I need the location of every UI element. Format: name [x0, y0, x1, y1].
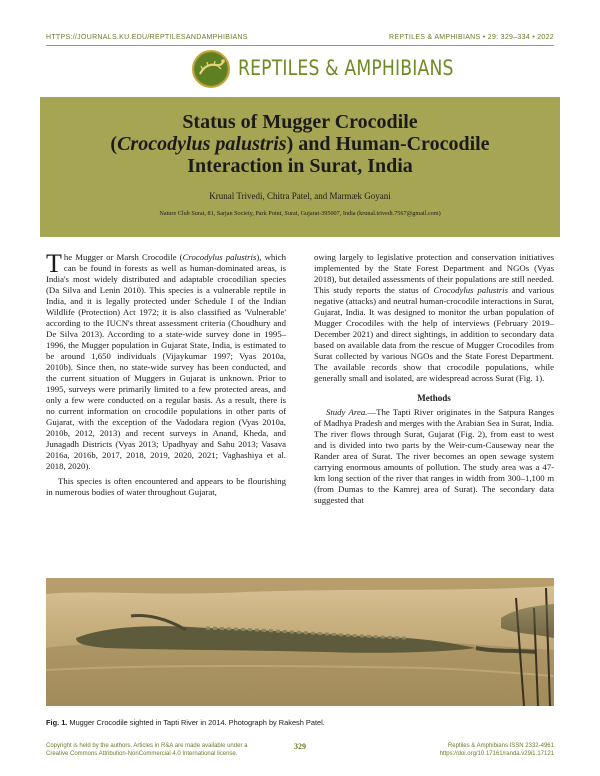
- footer-copyright: Copyright is held by the authors. Articles in R&A are made available under a Creative Commons Attribution-NonCommercial 4.0 International license.: [46, 743, 248, 757]
- paragraph: Study Area.—The Tapti River originates in the Satpura Ranges of Madhya Pradesh and merges with the Arabian Sea in Surat, India. The river flows through Surat, Gujarat (Fig. 2), from east to west and is divided into two parts by the Weir-cum-Causeway near the Rander area of Surat. The river becomes an open sewage system carrying enormous amounts of pollution. The study area was a 47-km long section of the river that ranges in width from 300–1,100 m (from Dumas to the Kamrej area of Surat). The secondary data suggested that: [314, 407, 554, 505]
- figure-caption: Fig. 1. Mugger Crocodile sighted in Tapti River in 2014. Photograph by Rakesh Patel.: [46, 718, 325, 727]
- lizard-emblem-icon: [192, 50, 230, 88]
- article-authors: Krunal Trivedi, Chitra Patel, and Marmæk Goyani: [209, 191, 391, 201]
- header-citation: REPTILES & AMPHIBIANS • 29: 329–334 • 2022: [389, 34, 554, 41]
- article-affiliation: Nature Club Surat, 81, Sarjan Society, Park Point, Surat, Gujarat-395007, India (krunal.trivedi.7567@gmail.com): [159, 210, 441, 217]
- paragraph: This species is often encountered and appears to be flourishing in numerous bodies of water throughout Gujarat,: [46, 476, 286, 497]
- section-heading-methods: Methods: [417, 393, 451, 403]
- journal-logo: [192, 50, 454, 90]
- text-column-left: [46, 249, 286, 498]
- doi-link[interactable]: https://doi.org/10.17161/randa.v29i1.17121: [439, 751, 554, 757]
- title-block: [40, 97, 560, 237]
- figure-photo-crocodile: [46, 578, 554, 706]
- paragraph: owing largely to legislative protection and conservation initiatives implemented by the State Forest Department and NGOs (Vyas 2018), but detailed assessments of their populations are still needed. This study reports the status of Crocodylus palustris and various negative (attacks) and neutral human-crocodile interactions in Surat, Gujarat, India. It was designed to monitor the urban population of Mugger Crocodiles with the help of interviews (February 2019–December 2021) and direct sightings, in addition to secondary data based on available data from the rescue of Mugger Crocodiles from Surat collected by various NGOs and the State Forest Department. The available records show that crocodile populations, while generally small and isolated, are widespread across Surat (Fig. 1).: [314, 252, 554, 383]
- paragraph: The Mugger or Marsh Crocodile (Crocodylus palustris), which can be found in forests as well as human-dominated areas, is India's most widely distributed and adaptable crocodilian species (Da Silva and Lenin 2010). This species is a vulnerable reptile in India, and it is legally protected under Schedule I of the Indian Wildlife (Protection) Act 1972; it is also classified as 'Vulnerable' according to the IUCN's threat assessment criteria (Choudhury and De Silva 2013). According to a state-wide survey done in 1995–1996, the Mugger population in Gujarat State, India, is estimated to be around 1,650 individuals (Vijaykumar 1997; Vyas 2010a, 2010b). Since then, no state-wide survey has been conducted, and the current situation of Muggers in Gujarat is unknown. Prior to 1995, surveys were primarily limited to a few protected areas, and only a few were conducted on a regular basis. As a result, there is no current information on crocodile populations in other parts of Gujarat, with the exception of the Vadodara region (Vyas 2010a, 2010b, 2012, 2013) and recent surveys in Anand, Kheda, and Junagadh Districts (Vyas 2013; Upadhyay and Sahu 2013; Vasava 2016a, 2016b, 2017, 2018, 2019, 2020, 2021; Vaghashiya et al. 2018, 2020).: [46, 249, 286, 471]
- header-url[interactable]: HTTPS://JOURNALS.KU.EDU/REPTILESANDAMPHIBIANS: [46, 34, 248, 41]
- journal-name: REPTILES & AMPHIBIANS: [238, 56, 454, 80]
- article-title: Status of Mugger Crocodile (Crocodylus palustris) and Human-Crocodile Interaction in Surat, India: [110, 111, 490, 177]
- footer-journal-info: Reptiles & Amphibians ISSN 2332-4961 https://doi.org/10.17161/randa.v29i1.17121: [354, 742, 554, 758]
- page-number: 329: [294, 742, 306, 751]
- header-rule: [46, 45, 554, 46]
- text-column-right: [314, 252, 554, 506]
- drop-cap: T: [46, 249, 62, 278]
